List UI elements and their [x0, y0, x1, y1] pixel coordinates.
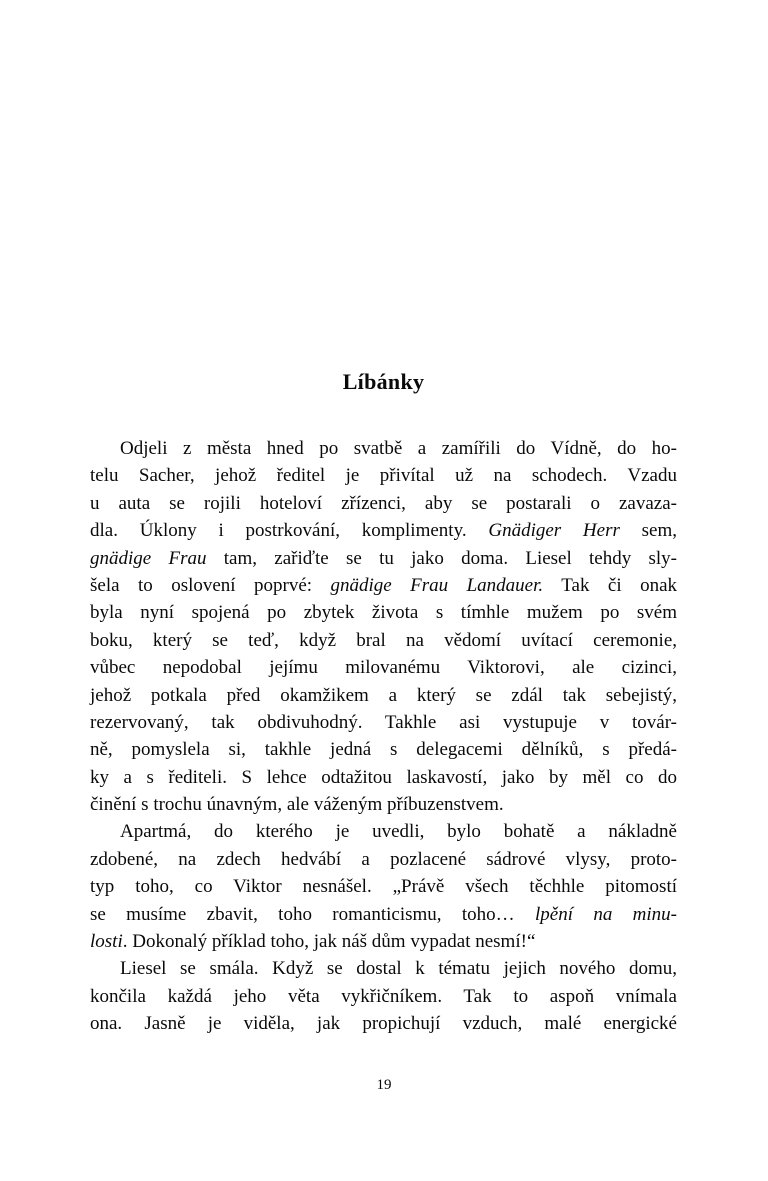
- text-line: [90, 517, 677, 544]
- text-segment: činění s trochu únavným, ale váženým příbuzenstvem.: [90, 794, 504, 816]
- text-block: [90, 368, 677, 1038]
- body-text: [90, 435, 677, 1038]
- text-line: [90, 599, 677, 626]
- text-line: [90, 955, 677, 982]
- text-segment: dla. Úklony i postrkování, komplimenty.: [90, 520, 489, 542]
- text-segment: Liesel se smála. Když se dostal k tématu jejich nového domu,: [120, 958, 677, 980]
- text-segment: vůbec nepodobal jejímu milovanému Viktorovi, ale cizinci,: [90, 657, 677, 679]
- italic-text-segment: lpění na minu-: [534, 903, 677, 925]
- text-segment: boku, který se teď, když bral na vědomí uvítací ceremonie,: [90, 629, 677, 651]
- text-line: [90, 818, 677, 845]
- text-segment: sem,: [619, 520, 677, 542]
- text-segment: Tak či onak: [543, 574, 677, 596]
- text-segment: šela to oslovení poprvé:: [90, 574, 331, 596]
- text-line: [90, 572, 677, 599]
- text-line: [90, 627, 677, 654]
- text-line: [90, 736, 677, 763]
- text-segment: rezervovaný, tak obdivuhodný. Takhle asi vystupuje v továr-: [90, 711, 677, 733]
- text-segment: jehož potkala před okamžikem a který se zdál tak sebejistý,: [90, 684, 677, 706]
- text-line: [90, 490, 677, 517]
- text-line: [90, 462, 677, 489]
- text-segment: Apartmá, do kterého je uvedli, bylo bohatě a nákladně: [120, 821, 677, 843]
- text-line: [90, 873, 677, 900]
- text-segment: telu Sacher, jehož ředitel je přivítal už na schodech. Vzadu: [90, 465, 677, 487]
- italic-text-segment: gnädige Frau Landauer.: [330, 574, 544, 596]
- text-line: [90, 928, 677, 955]
- text-segment: ně, pomyslela si, takhle jedná s delegacemi dělníků, s předá-: [90, 739, 677, 761]
- text-line: [90, 654, 677, 681]
- text-line: [90, 545, 677, 572]
- text-segment: končila každá jeho věta vykřičníkem. Tak to aspoň vnímala: [90, 985, 677, 1007]
- text-segment: byla nyní spojená po zbytek života s tímhle mužem po svém: [90, 602, 677, 624]
- text-segment: ona. Jasně je viděla, jak propichují vzduch, malé energické: [90, 1013, 677, 1035]
- text-segment: tam, zařiďte se tu jako doma. Liesel tehdy sly-: [206, 547, 677, 569]
- chapter-title: Líbánky: [342, 369, 425, 394]
- text-line: [90, 1010, 677, 1037]
- text-line: [90, 901, 677, 928]
- italic-text-segment: losti: [90, 931, 123, 953]
- text-line: [90, 983, 677, 1010]
- text-line: [90, 791, 677, 818]
- text-segment: Odjeli z města hned po svatbě a zamířili do Vídně, do ho-: [120, 438, 677, 459]
- text-line: [90, 846, 677, 873]
- text-segment: se musíme zbavit, toho romanticismu, toho…: [90, 903, 535, 925]
- text-segment: . Dokonalý příklad toho, jak náš dům vypadat nesmí!“: [122, 931, 536, 953]
- italic-text-segment: gnädige Frau: [90, 547, 207, 569]
- text-line: [90, 709, 677, 736]
- italic-text-segment: Gnädiger Herr: [488, 520, 620, 542]
- text-segment: u auta se rojili hoteloví zřízenci, aby se postarali o zavaza-: [90, 492, 677, 514]
- text-line: [90, 435, 677, 462]
- text-line: [90, 682, 677, 709]
- text-segment: zdobené, na zdech hedvábí a pozlacené sádrové vlysy, proto-: [90, 848, 677, 870]
- text-line: [90, 764, 677, 791]
- text-segment: ky a s řediteli. S lehce odtažitou laskavostí, jako by měl co do: [90, 766, 677, 788]
- page-number: 19: [376, 1077, 392, 1093]
- text-segment: typ toho, co Viktor nesnášel. „Právě všech těchhle pitomostí: [90, 876, 677, 898]
